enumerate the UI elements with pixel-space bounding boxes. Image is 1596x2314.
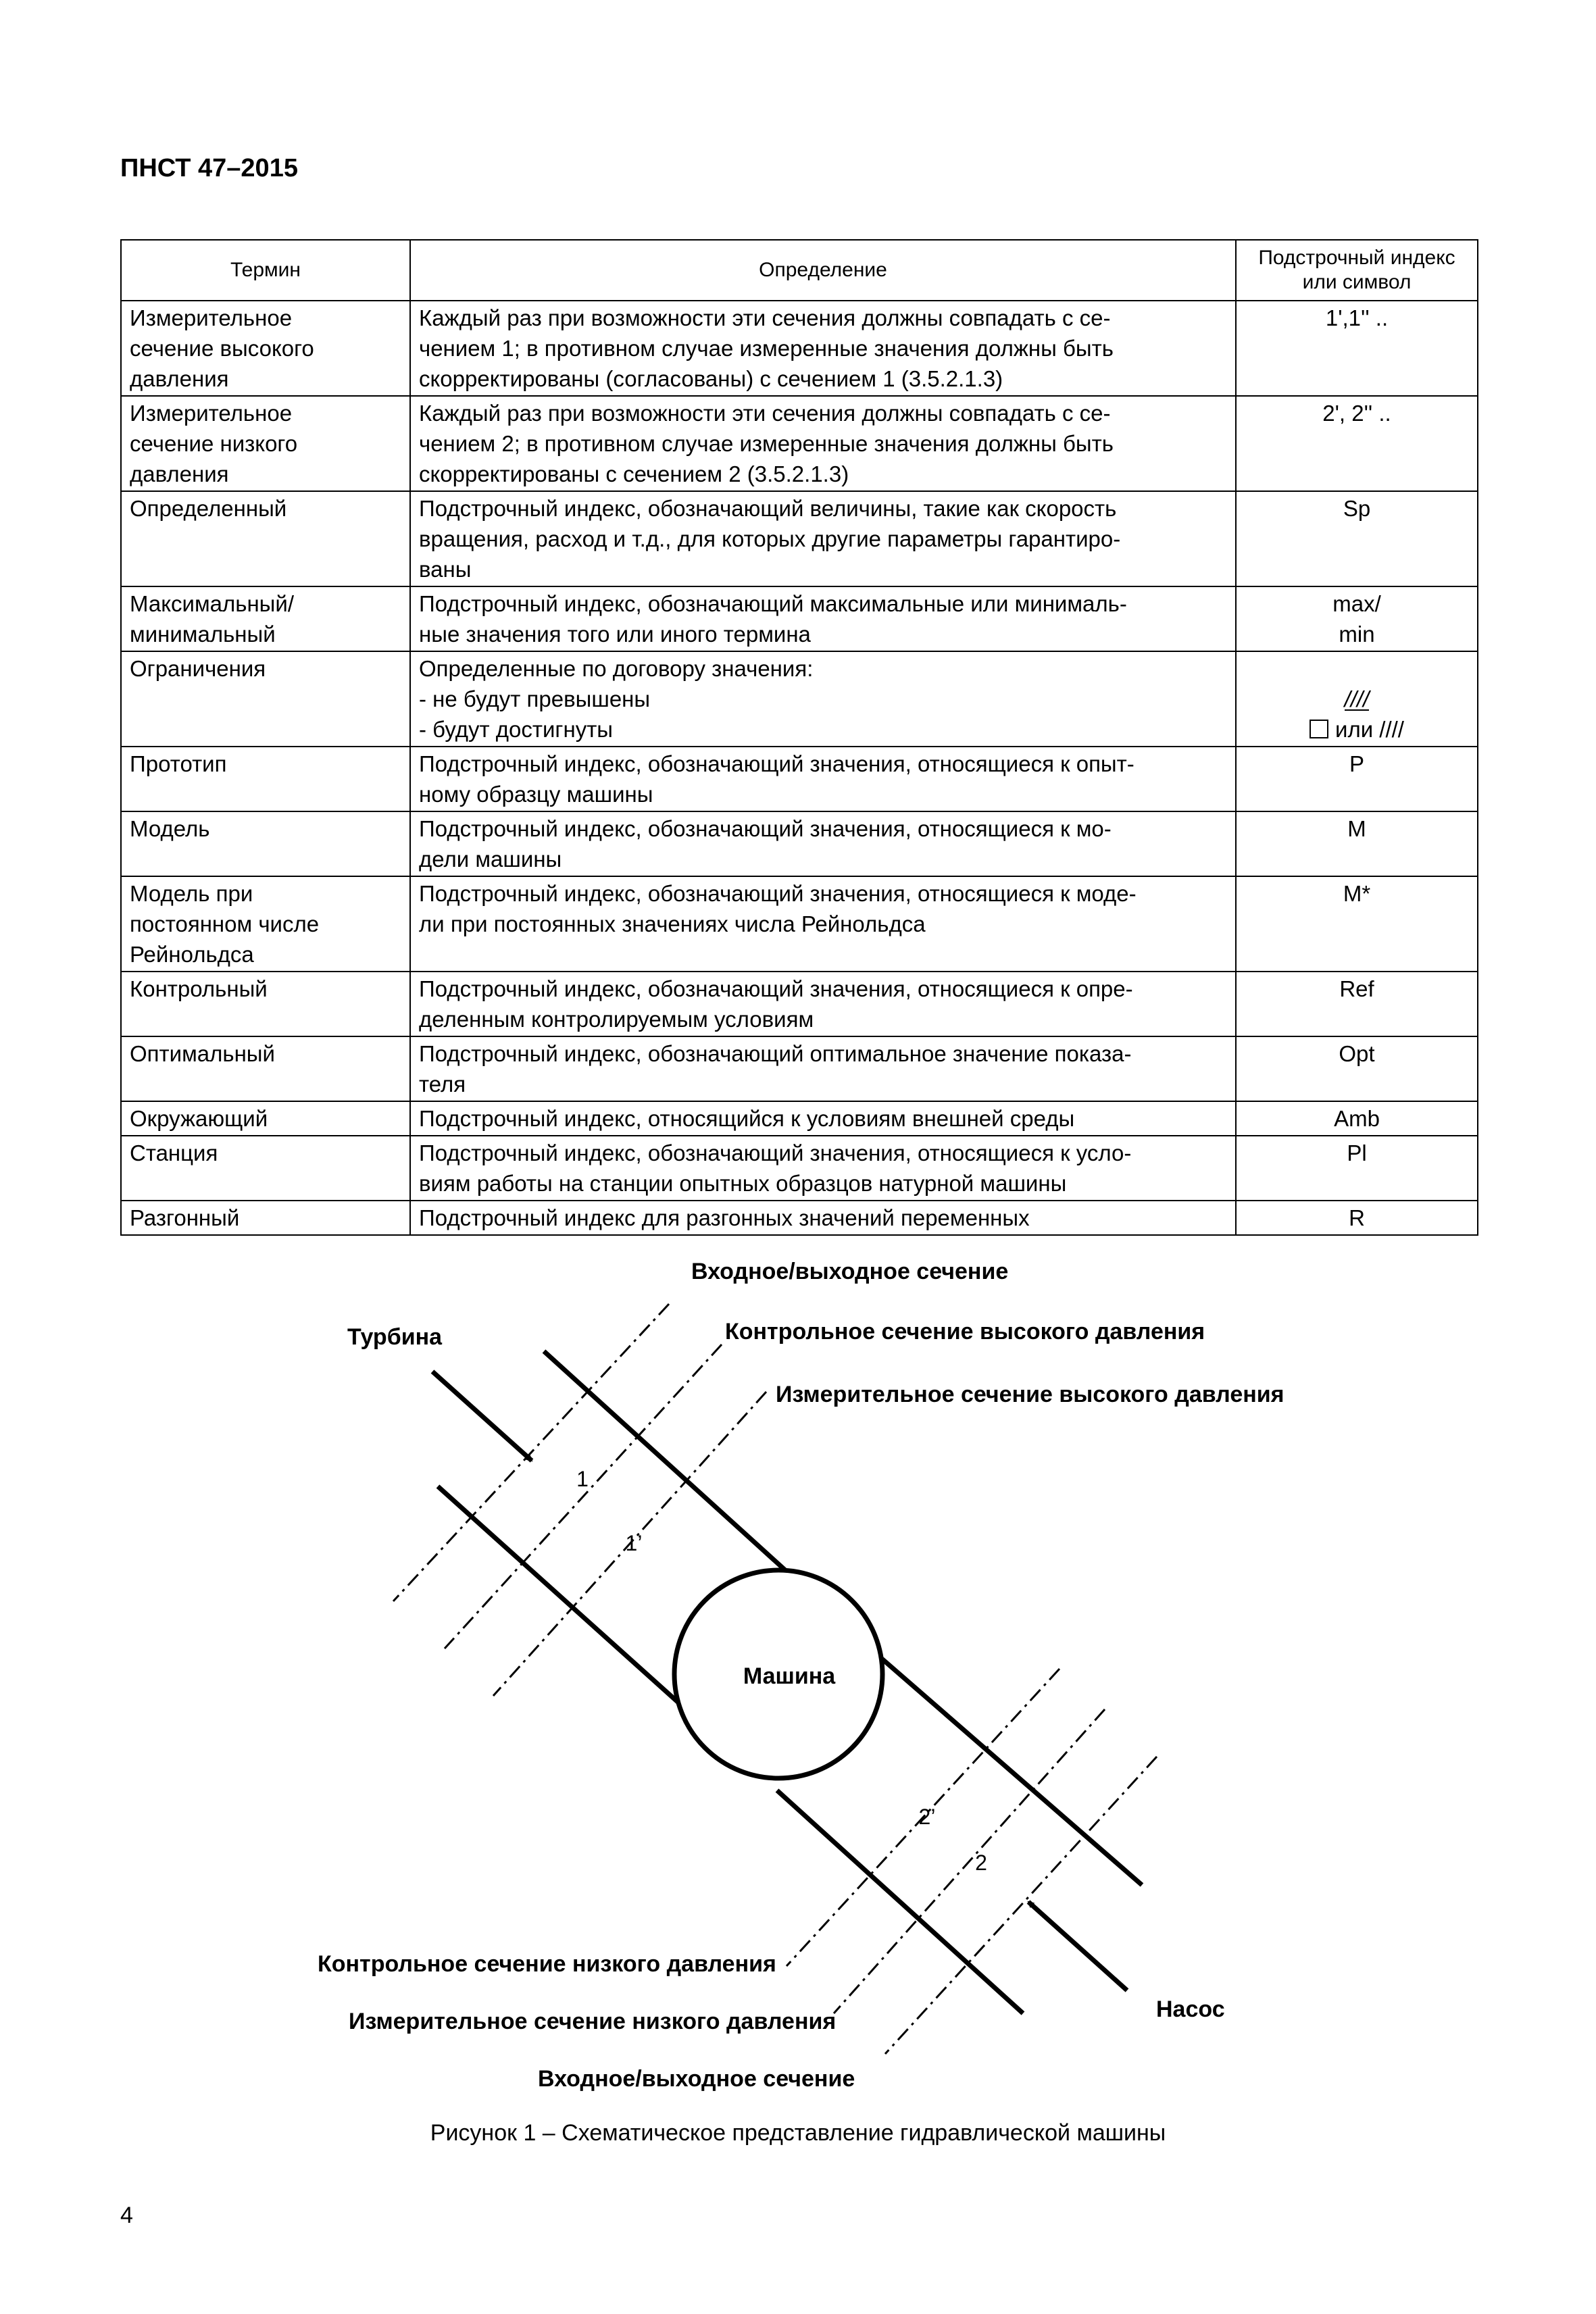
term-text: Окружающий: [130, 1106, 268, 1131]
symbol-text: M*: [1343, 881, 1371, 906]
document-code: ПНСТ 47–2015: [120, 154, 298, 182]
label-inlet-outlet-top: Входное/выходное сечение: [691, 1259, 1009, 1284]
term-text: Измерительное: [130, 305, 293, 330]
pipe-wall-lower-right-outer: [882, 1659, 1142, 1885]
section-number-2: 2: [975, 1851, 987, 1875]
achieved-symbol: или ////: [1335, 717, 1404, 742]
label-reference-high: Контрольное сечение высокого давления: [725, 1319, 1205, 1344]
term-text: давления: [130, 366, 229, 391]
column-header-definition: Определение: [410, 240, 1236, 301]
term-text: сечение низкого: [130, 431, 298, 456]
definition-text: Подстрочный индекс, обозначающий значения, относящиеся к мо-: [419, 816, 1112, 841]
symbol-text: min: [1339, 622, 1375, 647]
turbine-flow-arrow: [432, 1372, 532, 1461]
term-text: Модель: [130, 816, 210, 841]
definition-text: деленным контролируемым условиям: [419, 1007, 814, 1032]
definition-text: Подстрочный индекс, относящийся к условиям внешней среды: [419, 1106, 1075, 1131]
term-text: постоянном числе: [130, 911, 320, 936]
label-measuring-low: Измерительное сечение низкого давления: [349, 2009, 837, 2034]
definition-text: ваны: [419, 557, 472, 582]
definition-text: вращения, расход и т.д., для которых другие параметры гарантиро-: [419, 526, 1121, 551]
symbol-text: R: [1349, 1205, 1365, 1230]
definition-text: ные значения того или иного термина: [419, 622, 811, 647]
term-text: сечение высокого: [130, 336, 314, 361]
section-number-2-prime: 2’: [918, 1805, 936, 1829]
label-pump: Насос: [1156, 1996, 1225, 2022]
symbol-text: M: [1347, 816, 1366, 841]
term-text: давления: [130, 461, 229, 486]
symbol-text: Sp: [1343, 496, 1371, 521]
definition-text: ли при постоянных значениях числа Рейнольдса: [419, 911, 926, 936]
definition-text: Подстрочный индекс, обозначающий значения, относящиеся к моде-: [419, 881, 1137, 906]
label-turbine: Турбина: [347, 1324, 443, 1350]
definition-text: - не будут превышены: [419, 686, 651, 711]
term-text: Разгонный: [130, 1205, 240, 1230]
term-text: Модель при: [130, 881, 253, 906]
symbol-text: Ref: [1339, 976, 1374, 1001]
symbol-text: 1',1'' ..: [1325, 305, 1389, 330]
term-text: Контрольный: [130, 976, 268, 1001]
definition-text: Каждый раз при возможности эти сечения должны совпадать с се-: [419, 305, 1111, 330]
section-line-reference-high: [445, 1344, 722, 1649]
definition-text: Определенные по договору значения:: [419, 656, 814, 681]
term-text: минимальный: [130, 622, 276, 647]
pump-flow-arrow: [1028, 1902, 1127, 1990]
column-header-term: Термин: [121, 240, 410, 301]
definition-text: скорректированы (согласованы) с сечением 1 (3.5.2.1.3): [419, 366, 1003, 391]
definition-text: чением 2; в противном случае измеренные значения должны быть: [419, 431, 1114, 456]
definition-text: дели машины: [419, 847, 562, 872]
definition-text: чением 1; в противном случае измеренные значения должны быть: [419, 336, 1114, 361]
term-text: Ограничения: [130, 656, 266, 681]
pipe-wall-upper-left-outer: [544, 1351, 792, 1576]
definition-text: скорректированы с сечением 2 (3.5.2.1.3): [419, 461, 849, 486]
symbol-text: Amb: [1334, 1106, 1380, 1131]
symbol-text: Opt: [1339, 1041, 1375, 1066]
machine-label: Машина: [743, 1663, 836, 1689]
term-text: Максимальный/: [130, 591, 294, 616]
symbol-text: P: [1349, 751, 1364, 776]
definition-text: Подстрочный индекс, обозначающий значения, относящиеся к опре-: [419, 976, 1133, 1001]
symbol-text: Pl: [1347, 1140, 1367, 1165]
term-text: Измерительное: [130, 401, 293, 426]
term-text: Оптимальный: [130, 1041, 275, 1066]
section-number-1: 1: [576, 1467, 589, 1491]
not-exceeded-symbol: ////: [1344, 686, 1370, 711]
symbol-text: max/: [1332, 591, 1381, 616]
definition-text: ному образцу машины: [419, 782, 653, 807]
definition-text: Каждый раз при возможности эти сечения должны совпадать с се-: [419, 401, 1111, 426]
definition-text: теля: [419, 1072, 466, 1097]
definition-text: Подстрочный индекс для разгонных значений переменных: [419, 1205, 1030, 1230]
definition-text: Подстрочный индекс, обозначающий максимальные или минималь-: [419, 591, 1127, 616]
term-text: Станция: [130, 1140, 218, 1165]
term-text: Прототип: [130, 751, 227, 776]
figure-caption: Рисунок 1 – Схематическое представление гидравлической машины: [430, 2120, 1166, 2146]
page-number: 4: [120, 2203, 133, 2228]
label-inlet-outlet-bottom: Входное/выходное сечение: [538, 2066, 855, 2092]
term-text: Определенный: [130, 496, 287, 521]
section-number-1-prime: 1’: [625, 1531, 643, 1555]
definition-text: Подстрочный индекс, обозначающий оптимальное значение показа-: [419, 1041, 1132, 1066]
pipe-wall-lower-right-inner: [777, 1790, 1023, 2013]
definition-text: Подстрочный индекс, обозначающий значения, относящиеся к усло-: [419, 1140, 1132, 1165]
term-text: Рейнольдса: [130, 942, 254, 967]
definition-text: - будут достигнуты: [419, 717, 614, 742]
definition-text: Подстрочный индекс, обозначающий значения, относящиеся к опыт-: [419, 751, 1134, 776]
label-measuring-high: Измерительное сечение высокого давления: [776, 1382, 1285, 1407]
definition-text: Подстрочный индекс, обозначающий величины, такие как скорость: [419, 496, 1117, 521]
definition-text: виям работы на станции опытных образцов натурной машины: [419, 1171, 1067, 1196]
pipe-wall-upper-left-inner: [438, 1486, 678, 1703]
label-reference-low: Контрольное сечение низкого давления: [318, 1951, 776, 1977]
symbol-text: 2', 2'' ..: [1322, 401, 1391, 426]
column-header-symbol-text: Подстрочный индекс или символ: [1258, 247, 1455, 293]
